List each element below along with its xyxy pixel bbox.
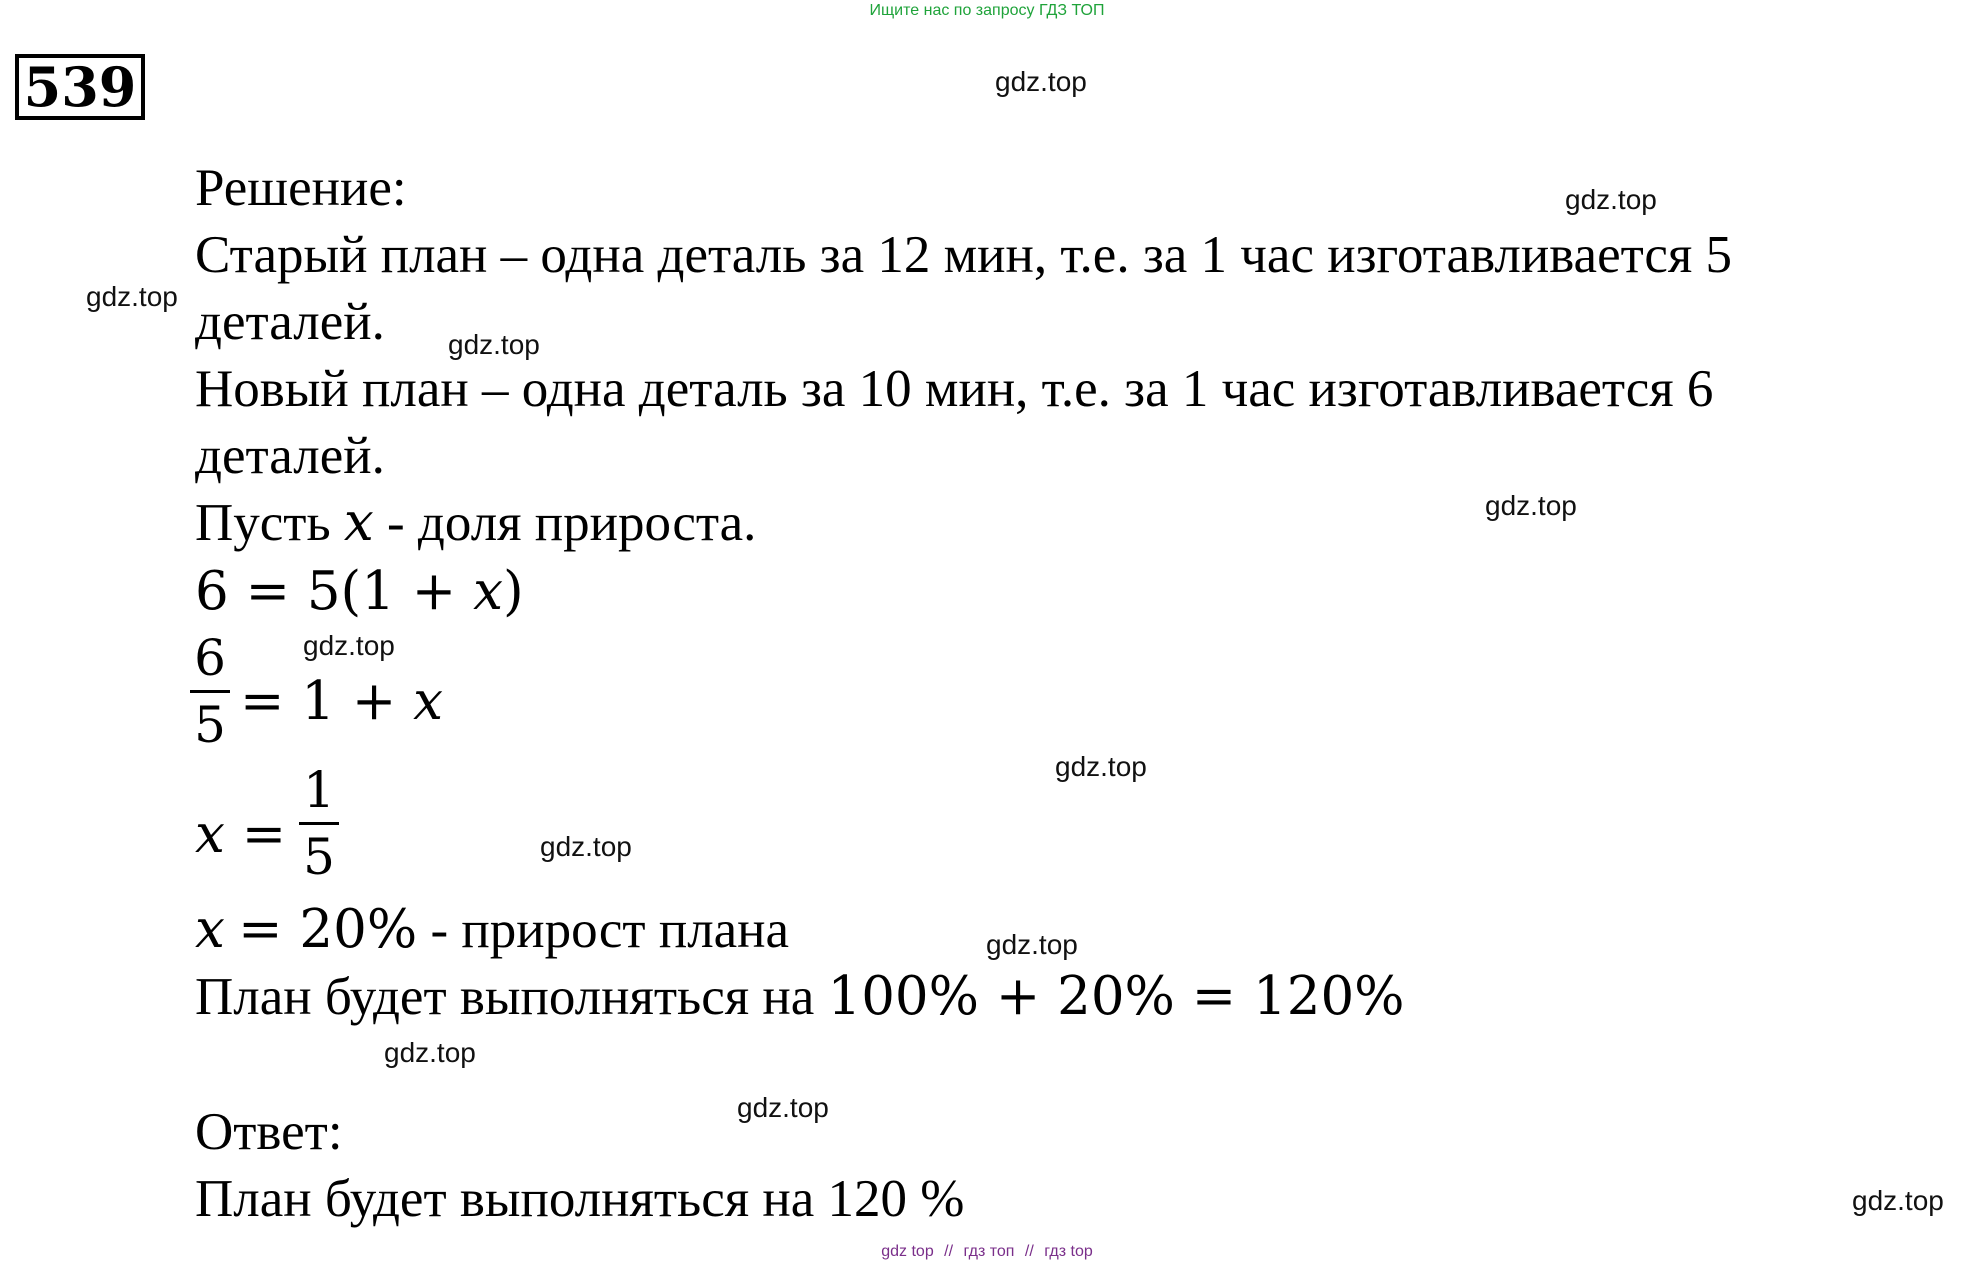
- answer-text: План будет выполняться на 120 %: [195, 1170, 965, 1228]
- equation-4-variable: x: [195, 899, 225, 960]
- footer-separator: //: [1024, 1243, 1034, 1260]
- let-suffix: - доля прироста.: [387, 494, 757, 552]
- footer-links: [0, 1243, 1974, 1261]
- let-prefix: Пусть: [195, 494, 331, 552]
- equation-2-right: [240, 672, 443, 732]
- fraction-numerator: 1: [303, 761, 335, 819]
- equation-1: [195, 562, 524, 622]
- fraction-denominator: 5: [194, 696, 226, 754]
- watermark: gdz.top: [384, 1037, 476, 1068]
- fraction-bar: [299, 822, 339, 825]
- plan-statement: [195, 967, 1405, 1027]
- let-variable: x: [343, 492, 374, 553]
- footer-link-gdz-top-ru[interactable]: гдз топ: [963, 1243, 1015, 1260]
- fraction-bar: [190, 690, 230, 693]
- equation-4: [195, 900, 789, 960]
- footer-link-gdz-top[interactable]: gdz top: [881, 1243, 934, 1260]
- watermark: gdz.top: [86, 281, 178, 312]
- footer-separator: //: [944, 1243, 954, 1260]
- fraction-numerator: 6: [194, 629, 226, 687]
- task-number-box: 539: [15, 54, 145, 120]
- watermark: gdz.top: [540, 831, 632, 862]
- new-plan-line-1: Новый план – одна деталь за 10 мин, т.е. за 1 час изготавливается 6: [195, 360, 1714, 418]
- watermark: gdz.top: [1565, 184, 1657, 215]
- footer-link-gdz-top-mixed[interactable]: гдз top: [1044, 1243, 1093, 1260]
- equation-3-equals: =: [241, 804, 287, 865]
- watermark: gdz.top: [1055, 751, 1147, 782]
- equation-2-rhs: = 1 +: [240, 671, 397, 732]
- plan-text: План будет выполняться на: [195, 968, 815, 1026]
- watermark: gdz.top: [995, 66, 1087, 97]
- watermark: gdz.top: [1485, 490, 1577, 521]
- equation-3-left: [195, 805, 286, 865]
- old-plan-line-2: деталей.: [195, 293, 385, 351]
- equation-3-variable: x: [195, 804, 225, 865]
- watermark: gdz.top: [303, 630, 395, 661]
- plan-math: 100% + 20% = 120%: [827, 966, 1405, 1027]
- watermark: gdz.top: [737, 1092, 829, 1123]
- solution-heading: Решение:: [195, 159, 407, 217]
- equation-1-variable: x: [473, 561, 503, 622]
- let-statement: [195, 493, 756, 553]
- old-plan-line-1: Старый план – одна деталь за 12 мин, т.е. за 1 час изготавливается 5: [195, 226, 1733, 284]
- equation-4-text: - прирост плана: [430, 901, 790, 959]
- fraction-6-5: [190, 630, 230, 753]
- fraction-1-5: [299, 762, 339, 885]
- watermark: gdz.top: [986, 929, 1078, 960]
- top-banner: Ищите нас по запросу ГДЗ ТОП: [869, 2, 1105, 19]
- fraction-denominator: 5: [303, 828, 335, 886]
- watermark: gdz.top: [1852, 1185, 1944, 1216]
- new-plan-line-2: деталей.: [195, 427, 385, 485]
- watermark: gdz.top: [448, 329, 540, 360]
- answer-heading: Ответ:: [195, 1103, 343, 1161]
- equation-2-variable: x: [413, 671, 443, 732]
- equation-4-math: = 20%: [238, 899, 418, 960]
- equation-1-right: ): [502, 561, 524, 622]
- equation-1-left: 6 = 5(1 +: [195, 561, 457, 622]
